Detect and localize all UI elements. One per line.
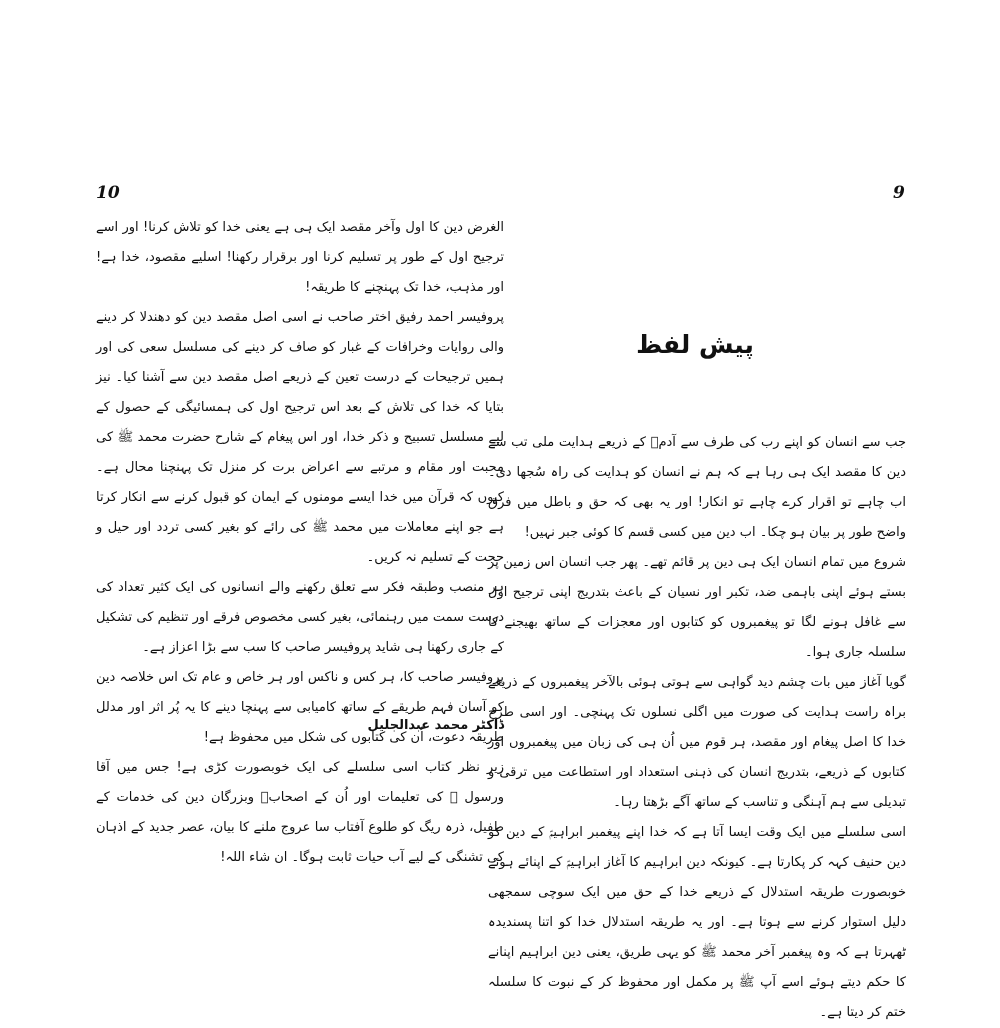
paragraph: پروفیسر احمد رفیق اختر صاحب نے اسی اصل مقصد دین کو دھندلا کر دینے والی روایات وخرافات کے غبار کو صاف کر دینے کی مسلسل سعی کی اور ہمیں ترجیحات کے درست تعین کے ذریعے اصل مقصد دین سے آشنا کیا۔ نیز بتایا کہ خدا کی تلاش کے بعد اس ترجیح اول کی ہمسائیگی کے حصول کے لیے مسلسل تسبیح و ذکر خدا، اور اس پیغام کے شارح حضرت محمد ﷺ کی محبت اور مقام و مرتبے سے اعراض برت کر منزل تک پہنچنا محال ہے۔ کیوں کہ قرآن میں خدا ایسے مومنوں کے ایمان کو قبول کرنے سے انکار کرتا ہے جو اپنے معاملات میں محمد ﷺ کی رائے کو بغیر کسی تردد اور حیل و حجت کے تسلیم نہ کریں۔ xyxy=(96,310,504,565)
left-page-text xyxy=(96,213,504,873)
author-signature: ڈاکٹر محمد عبدالجلیل xyxy=(367,718,504,733)
page-title: پیش لفظ xyxy=(636,330,754,359)
paragraph: شروع میں تمام انسان ایک ہی دین پر قائم تھے۔ پھر جب انسان اس زمین پر بستے ہوئے اپنی باہمی ضد، تکبر اور نسیان کے باعث بتدریج اپنی ترجیح اول سے غافل ہونے لگا تو پیغمبروں کو کتابوں اور معجزات کے ساتھ بھیجنے کا سلسلہ جاری ہوا۔ xyxy=(488,555,906,660)
page-number-right: 9 xyxy=(893,183,905,203)
paragraph: ہر منصب وطبقہ فکر سے تعلق رکھنے والے انسانوں کی ایک کثیر تعداد کی درست سمت میں رہنمائی، بغیر کسی مخصوص فرقے اور تنظیم کی تشکیل کے جاری رکھنا ہی شاید پروفیسر صاحب کا سب سے بڑا اعزاز ہے۔ xyxy=(96,580,504,655)
paragraph: گویا آغاز میں بات چشم دید گواہی سے ہوتی ہوئی بالآخر پیغمبروں کے ذریعے براہ راست ہدایت کی صورت میں اگلی نسلوں تک پہنچی۔ اور اسی طرح خدا کا اصل پیغام اور مقصد، ہر قوم میں اُن ہی کی زبان میں پیغمبروں اور کتابوں کے ذریعے، بتدریج انسان کی ذہنی استعداد اور استطاعت میں ترقی و تبدیلی سے ہم آہنگی و تناسب کے ساتھ آگے بڑھتا رہا۔ xyxy=(488,675,906,810)
paragraph: الغرض دین کا اول وآخر مقصد ایک ہی ہے یعنی خدا کو تلاش کرنا! اور اسے ترجیح اول کے طور پر تسلیم کرنا اور برقرار رکھنا! اسلیے مقصود، خدا ہے! اور مذہب، خدا تک پہنچنے کا طریقہ! xyxy=(96,220,504,295)
page-number-left: 10 xyxy=(96,183,120,203)
paragraph: جب سے انسان کو اپنے رب کی طرف سے آدمؑ کے ذریعے ہدایت ملی تب سے دین کا مقصد ایک ہی رہا ہے کہ ہم نے انسان کو ہدایت کی راہ سُجھا دی۔ اب چاہے تو اقرار کرے چاہے تو انکار! اور یہ بھی کہ حق و باطل میں فرق واضح طور پر بیان ہو چکا۔ اب دین میں کسی قسم کا کوئی جبر نہیں! xyxy=(488,435,906,540)
right-page-text xyxy=(488,428,906,1028)
paragraph: پروفیسر صاحب کا، ہر کس و ناکس اور ہر خاص و عام تک اس خلاصہ دین کو آسان فہم طریقے کے ساتھ کامیابی سے پہنچا دینے کا یہ پُر اثر اور مدلل طریقہ دعوت، اُن کی کتابوں کی شکل میں محفوظ ہے! xyxy=(96,670,504,745)
paragraph: زیر نظر کتاب اسی سلسلے کی ایک خوبصورت کڑی ہے! جس میں آقا ورسول ﷺ کی تعلیمات اور اُن کے اصحابؓ وبزرگان دین کی خدمات کے طفیل، ذرہ ریگ کو طلوع آفتاب سا عروج ملنے کا بیان، عصر جدید کے اذہان کی تشنگی کے لیے آب حیات ثابت ہوگا۔ ان شاء اللہ! xyxy=(96,760,504,865)
paragraph: اسی سلسلے میں ایک وقت ایسا آتا ہے کہ خدا اپنے پیغمبر ابراہیمؑ کے دین کو دین حنیف کہہ کر پکارتا ہے۔ کیونکہ دین ابراہیم کا آغاز ابراہیمؑ کے اپنائے ہوئے خوبصورت طریقہ استدلال کے ذریعے خدا کے حق میں ایک سوچی سمجھی دلیل استوار کرنے سے ہوتا ہے۔ اور یہ طریقہ استدلال خدا کو اتنا پسندیدہ ٹھہرتا ہے کہ وہ پیغمبر آخر محمد ﷺ کو یہی طریق، یعنی دین ابراہیم اپنانے کا حکم دیتے ہوئے اسے آپ ﷺ پر مکمل اور محفوظ کر کے نبوت کا سلسلہ ختم کر دیتا ہے۔ xyxy=(488,825,906,1020)
